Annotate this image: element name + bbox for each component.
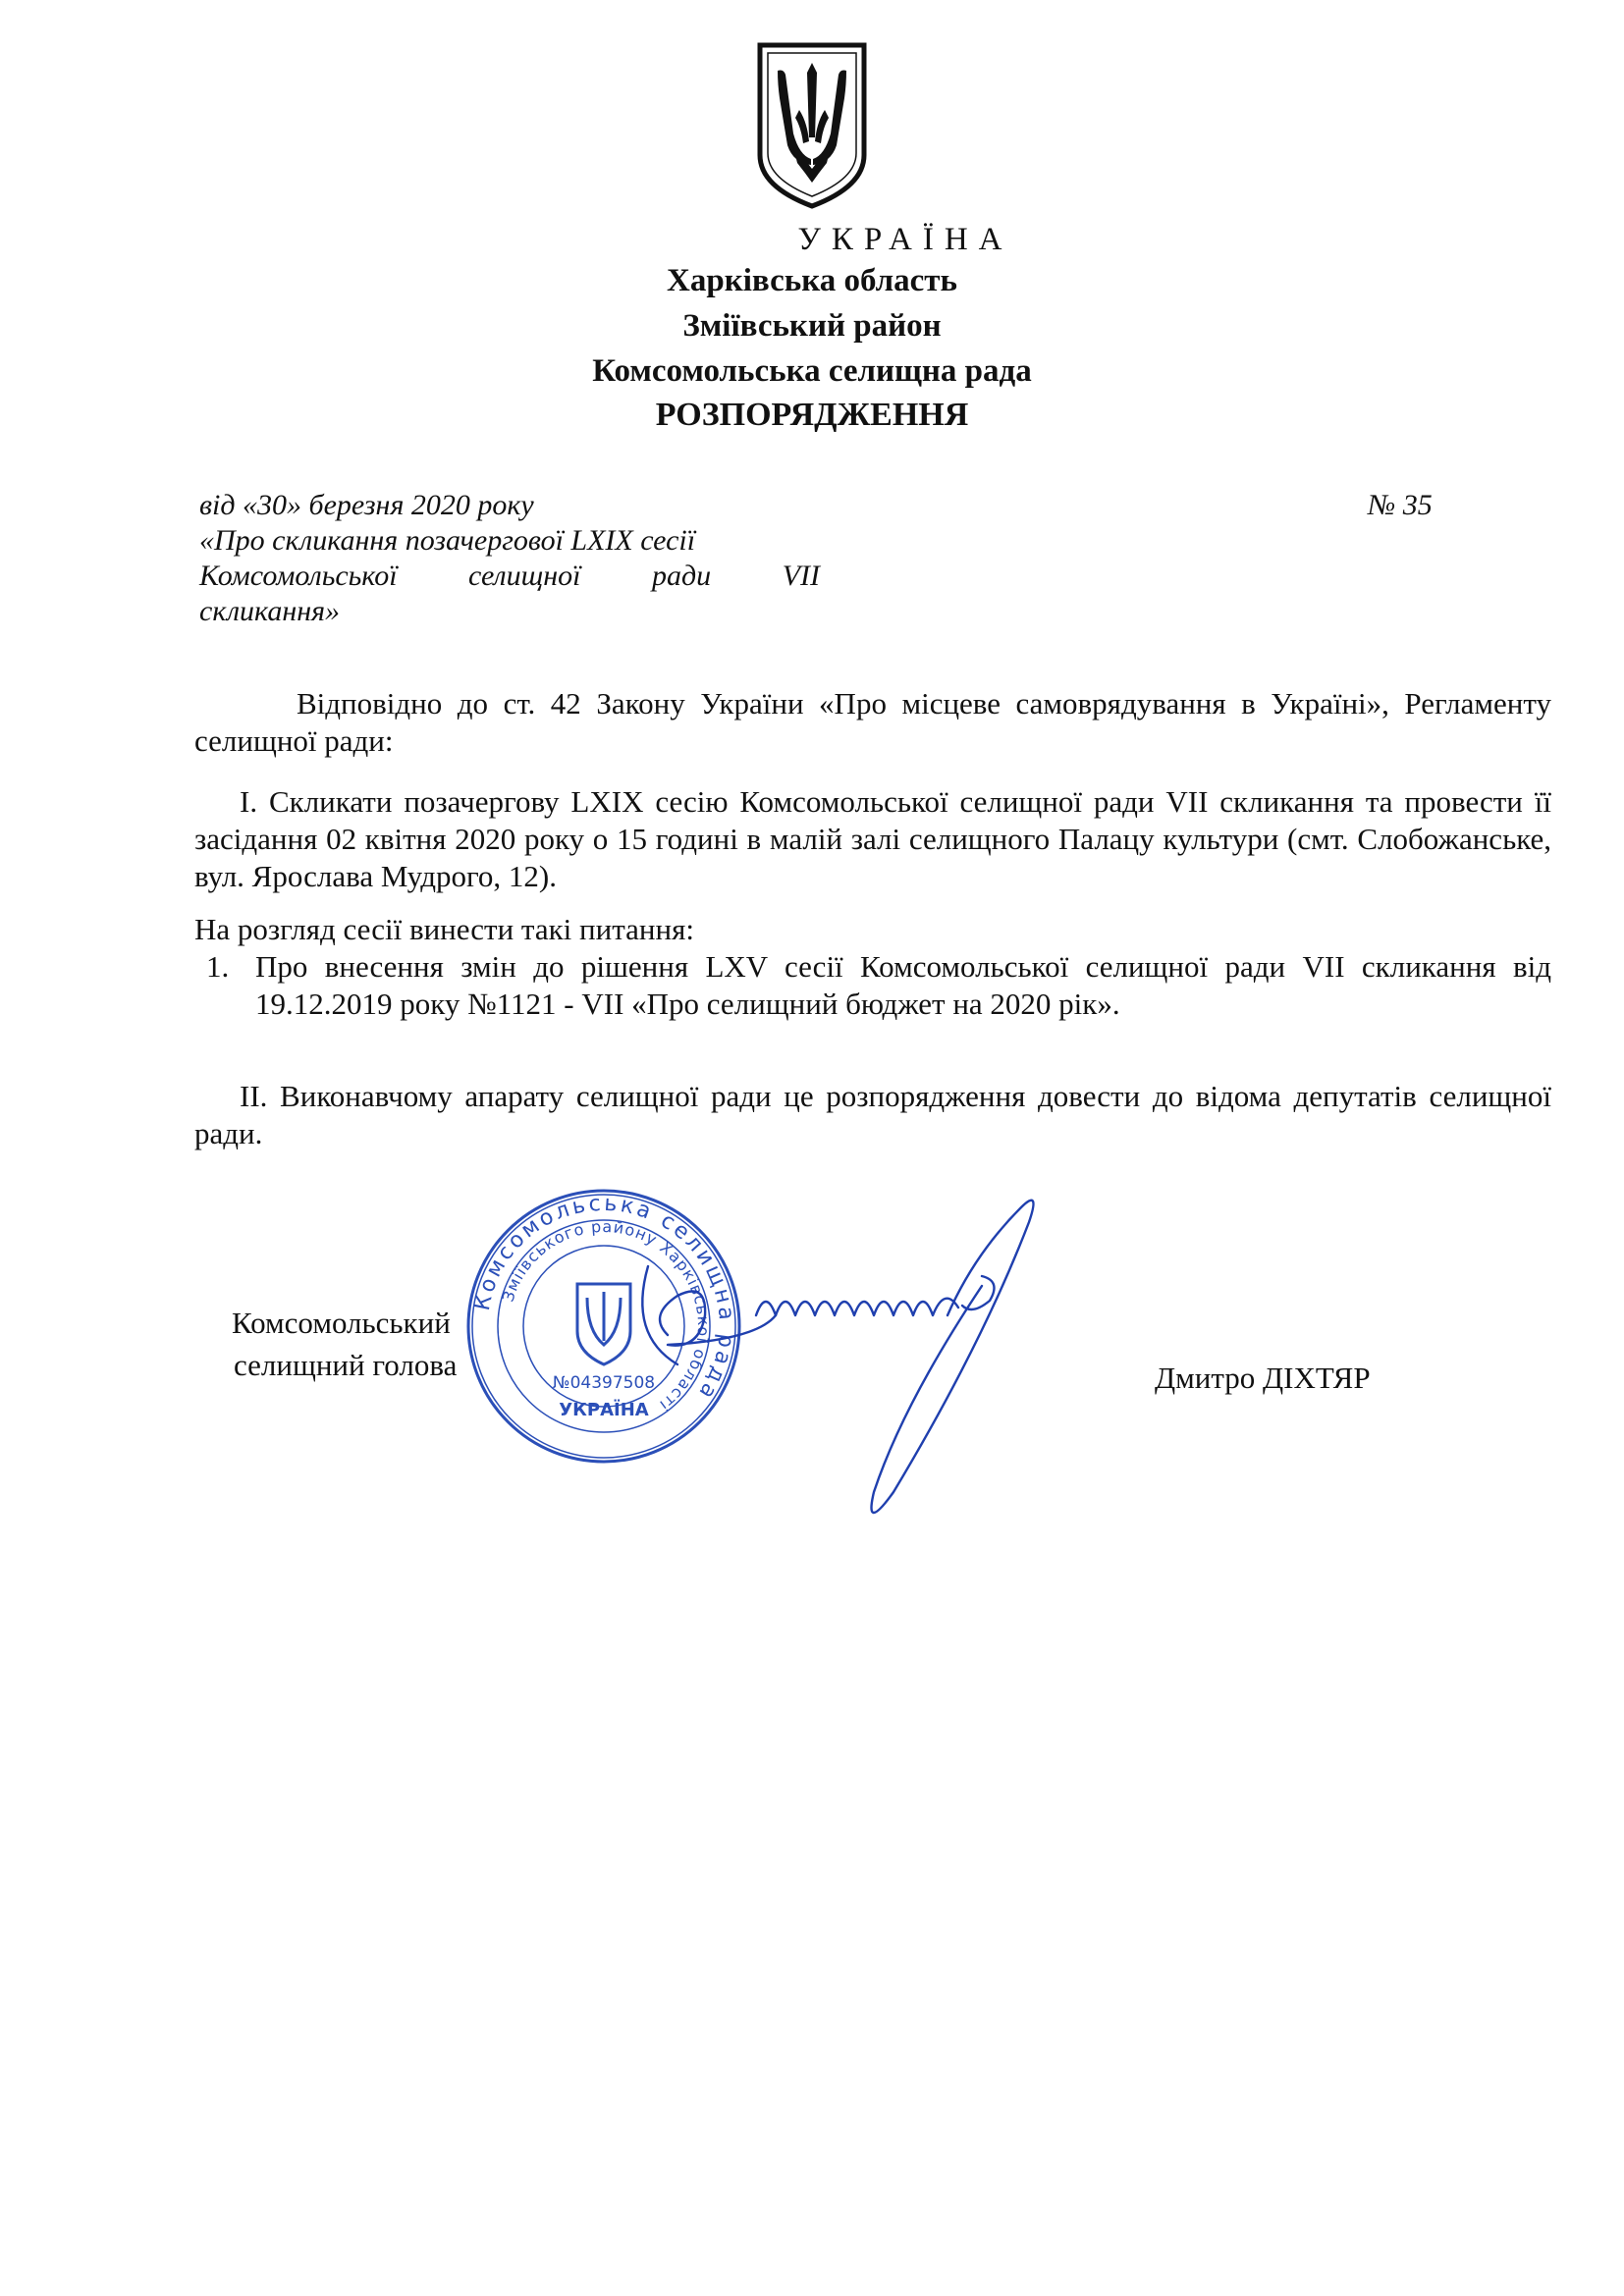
stamp-country: УКРАЇНА <box>559 1400 649 1420</box>
stamp-outer-text: Комсомольська селищна рада <box>469 1191 739 1406</box>
agenda-item <box>194 948 1551 1023</box>
stamp-code: №04397508 <box>552 1373 656 1393</box>
agenda-item-text: Про внесення змін до рішення LXV сесії Комсомольської селищної ради VII скликання від 19.12.2019 року №1121 - VII «Про селищний бюджет на 2020 рік». <box>255 949 1551 1021</box>
header-district: Зміївський район <box>682 308 942 344</box>
header-country: УКРАЇНА <box>797 222 1013 257</box>
document-subject <box>199 523 820 629</box>
signer-name: Дмитро ДІХТЯР <box>1155 1361 1371 1395</box>
header-council: Комсомольська селищна рада <box>592 353 1032 389</box>
paragraph-agenda-intro: На розгляд сесії винести такі питання: <box>194 912 694 946</box>
subject-line: «Про скликання позачергової LXIX сесії <box>199 524 696 557</box>
subject-line: скликання» <box>199 595 341 627</box>
header-region: Харківська область <box>667 263 957 298</box>
paragraph-convene-session: I. Скликати позачергову LXIX сесію Комсомольської селищної ради VII скликання та провести її засідання 02 квітня 2020 року о 15 годині в малій залі селищного Палацу культури (смт. Слобожанське, вул. Ярослава Мудрого, 12). <box>194 784 1551 893</box>
paragraph-legal-basis: Відповідно до ст. 42 Закону України «Про місцеве самоврядування в Україні», Регламенту селищної ради: <box>194 686 1551 758</box>
document-type: РОЗПОРЯДЖЕННЯ <box>655 397 969 433</box>
document-date: від «30» березня 2020 року <box>199 489 534 521</box>
coat-of-arms-icon <box>754 39 870 211</box>
signer-position-line2: селищний голова <box>234 1348 458 1382</box>
stamp-inner-text: Зміївського району Харківської області <box>498 1216 714 1415</box>
signer-position-line1: Комсомольський <box>232 1306 451 1340</box>
subject-line: Комсомольської селищної ради VII <box>199 560 820 592</box>
paragraph-notify-deputies: II. Виконавчому апарату селищної ради це розпорядження довести до відома депутатів селищної ради. <box>194 1079 1551 1150</box>
document-number: № 35 <box>1368 489 1433 521</box>
agenda-item-number: 1. <box>206 949 230 984</box>
handwritten-signature-icon <box>609 1168 1070 1541</box>
